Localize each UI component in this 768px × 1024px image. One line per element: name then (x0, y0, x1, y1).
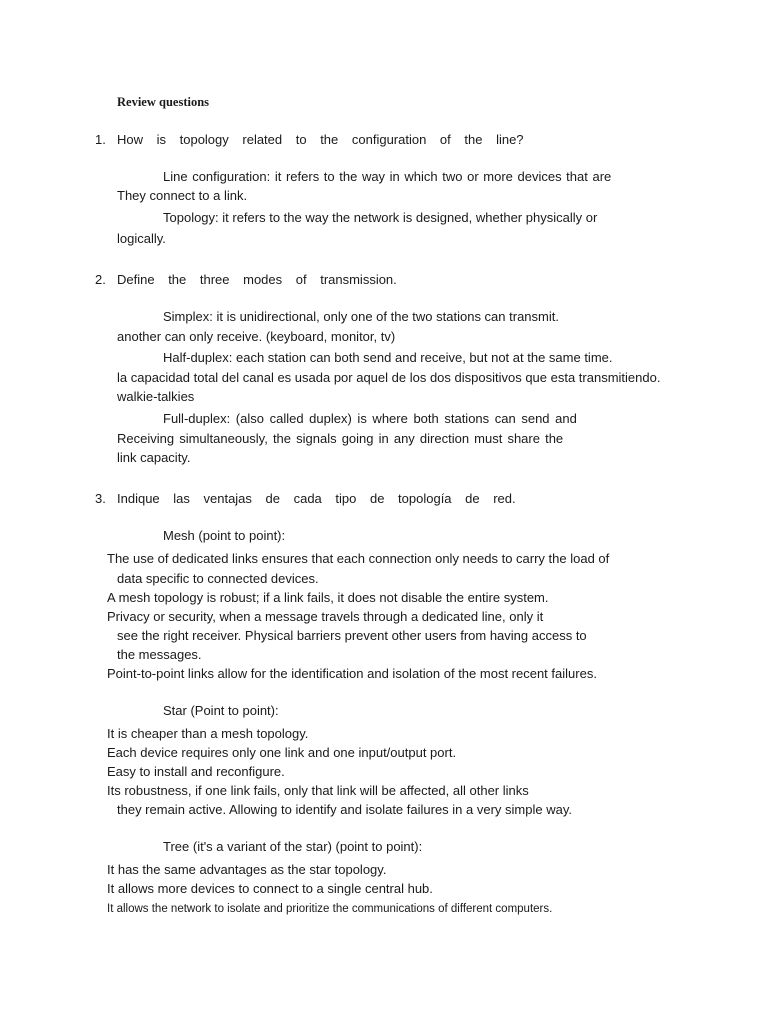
q2-full-duplex: Full-duplex: (also called duplex) is where both stations can send and (163, 411, 577, 426)
mesh-item-3-end: the messages. (117, 647, 202, 662)
q2-full-duplex-end: link capacity. (117, 450, 191, 465)
star-item-4-cont: they remain active. Allowing to identify and isolate failures in a very simple way. (117, 802, 572, 817)
mesh-item-4: Point-to-point links allow for the identification and isolation of the most recent failures. (107, 666, 597, 681)
q2-half-duplex-cont: la capacidad total del canal es usada por aquel de los dos dispositivos que esta transmitiendo. (117, 370, 661, 385)
q1-line-config: Line configuration: it refers to the way in which two or more devices that are (163, 169, 612, 184)
star-item-2: Each device requires only one link and one input/output port. (107, 745, 457, 760)
mesh-item-2: A mesh topology is robust; if a link fails, it does not disable the entire system. (107, 590, 549, 605)
tree-item-3: It allows the network to isolate and prioritize the communications of different computers. (107, 903, 553, 915)
star-item-1: It is cheaper than a mesh topology. (107, 726, 309, 741)
tree-item-2: It allows more devices to connect to a single central hub. (107, 881, 433, 896)
q1-text: How is topology related to the configuration of the line? (117, 132, 524, 147)
mesh-item-1-cont: data specific to connected devices. (117, 571, 319, 586)
q3-text: Indique las ventajas de cada tipo de topología de red. (117, 491, 516, 506)
page-title: Review questions (117, 95, 210, 109)
q2-simplex-cont: another can only receive. (keyboard, monitor, tv) (117, 329, 396, 344)
star-heading: Star (Point to point): (163, 703, 279, 718)
star-item-3: Easy to install and reconfigure. (107, 764, 285, 779)
mesh-item-3: Privacy or security, when a message travels through a dedicated line, only it (107, 609, 544, 624)
q2-full-duplex-cont: Receiving simultaneously, the signals going in any direction must share the (117, 431, 564, 446)
tree-heading: Tree (it's a variant of the star) (point to point): (163, 839, 423, 854)
q3-number: 3. (95, 491, 106, 506)
q2-text: Define the three modes of transmission. (117, 272, 397, 287)
mesh-item-1: The use of dedicated links ensures that each connection only needs to carry the load of (107, 551, 610, 566)
q2-number: 2. (95, 272, 106, 287)
q2-half-duplex: Half-duplex: each station can both send and receive, but not at the same time. (163, 350, 613, 365)
mesh-heading: Mesh (point to point): (163, 528, 286, 543)
mesh-item-3-cont: see the right receiver. Physical barriers prevent other users from having access to (117, 628, 587, 643)
tree-item-1: It has the same advantages as the star topology. (107, 862, 387, 877)
q1-topology: Topology: it refers to the way the network is designed, whether physically or (163, 210, 598, 225)
q1-line-config-cont: They connect to a link. (117, 188, 248, 203)
q1-topology-cont: logically. (117, 231, 166, 246)
q2-half-duplex-example: walkie-talkies (117, 389, 195, 404)
star-item-4: Its robustness, if one link fails, only that link will be affected, all other links (107, 783, 529, 798)
q1-number: 1. (95, 132, 106, 147)
q2-simplex: Simplex: it is unidirectional, only one of the two stations can transmit. (163, 309, 559, 324)
